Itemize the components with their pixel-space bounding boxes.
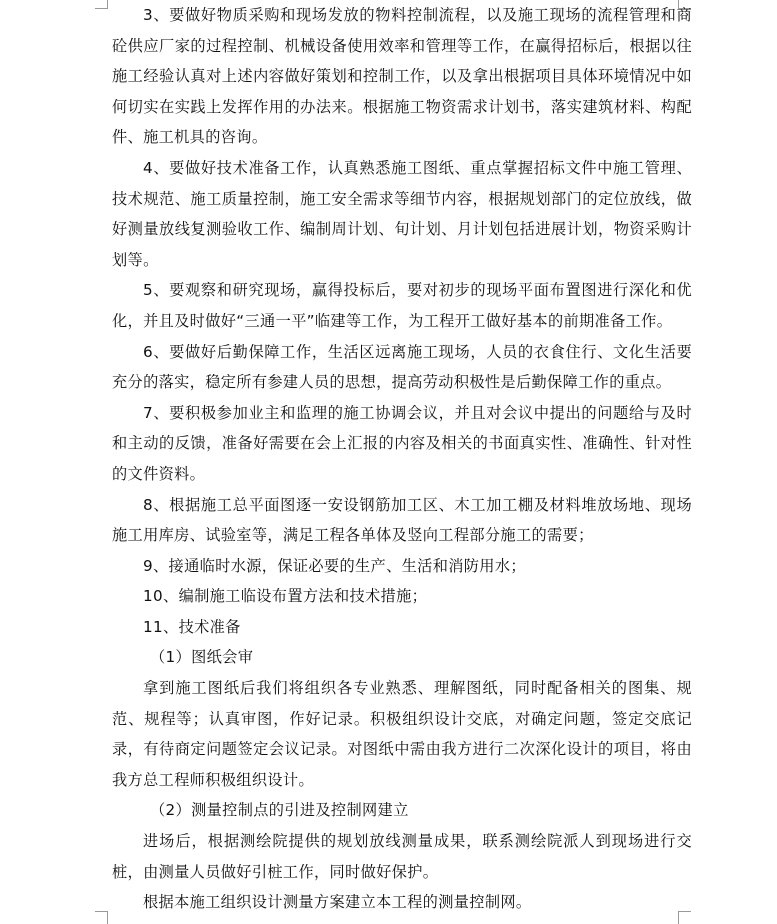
paragraph-item-9: 9、接通临时水源，保证必要的生产、生活和消防用水； <box>143 556 526 575</box>
subheading-drawing-review: （1）图纸会审 <box>150 648 254 667</box>
page-corner-top-left <box>95 0 108 9</box>
paragraph-survey-network: 根据本施工组织设计测量方案建立本工程的测量控制网。 <box>143 893 532 912</box>
paragraph-item-3: 3、要做好物质采购和现场发放的物料控制流程，以及施工现场的流程管理和商砼供应厂家的过程控制、机械设备使用效率和管理等工作，在赢得招标后，根据以往施工经验认真对上述内容做好策划和控制工作，以及拿出根据项目具体环境情况中如何切实在实践上发挥作用的办法来。根据施工物资需求计划书，落实建筑材料、构配件、施工机具的咨询。 <box>112 6 692 147</box>
paragraph-drawing-review: 拿到施工图纸后我们将组织各专业熟悉、理解图纸，同时配备相关的图集、规范、规程等；认真审图，作好记录。积极组织设计交底，对确定问题，签定交底记录，有待商定问题签定会议记录。对图纸中需由我方进行二次深化设计的项目，将由我方总工程师积极组织设计。 <box>112 679 692 789</box>
section-heading-technical-preparation: 11、技术准备 <box>143 617 241 636</box>
paragraph-item-8: 8、根据施工总平面图逐一安设钢筋加工区、木工加工棚及材料堆放场地、现场施工用库房、试验室等，满足工程各单体及竖向工程部分施工的需要； <box>112 495 692 545</box>
paragraph-item-10: 10、编制施工临设布置方法和技术措施； <box>143 587 428 606</box>
page-corner-bottom-left <box>95 911 108 924</box>
paragraph-item-4: 4、要做好技术准备工作，认真熟悉施工图纸、重点掌握招标文件中施工管理、技术规范、施工质量控制，施工安全需求等细节内容，根据规划部门的定位放线，做好测量放线复测验收工作、编制周计划、旬计划、月计划包括进展计划，物资采购计划等。 <box>112 158 692 269</box>
paragraph-item-6: 6、要做好后勤保障工作，生活区远离施工现场，人员的衣食住行、文化生活要充分的落实，稳定所有参建人员的思想，提高劳动积极性是后勤保障工作的重点。 <box>112 342 692 392</box>
paragraph-item-5: 5、要观察和研究现场，赢得投标后，要对初步的现场平面布置图进行深化和优化，并且及时做好“三通一平”临建等工作，为工程开工做好基本的前期准备工作。 <box>112 281 692 330</box>
document-body <box>112 0 692 918</box>
paragraph-item-7: 7、要积极参加业主和监理的施工协调会议，并且对会议中提出的问题给与及时和主动的反馈，准备好需要在会上汇报的内容及相关的书面真实性、准确性、针对性的文件资料。 <box>112 403 692 483</box>
subheading-survey-control: （2）测量控制点的引进及控制网建立 <box>150 801 409 820</box>
paragraph-survey-entry: 进场后，根据测绘院提供的规划放线测量成果，联系测绘院派人到现场进行交桩，由测量人员做好引桩工作，同时做好保护。 <box>112 832 692 881</box>
